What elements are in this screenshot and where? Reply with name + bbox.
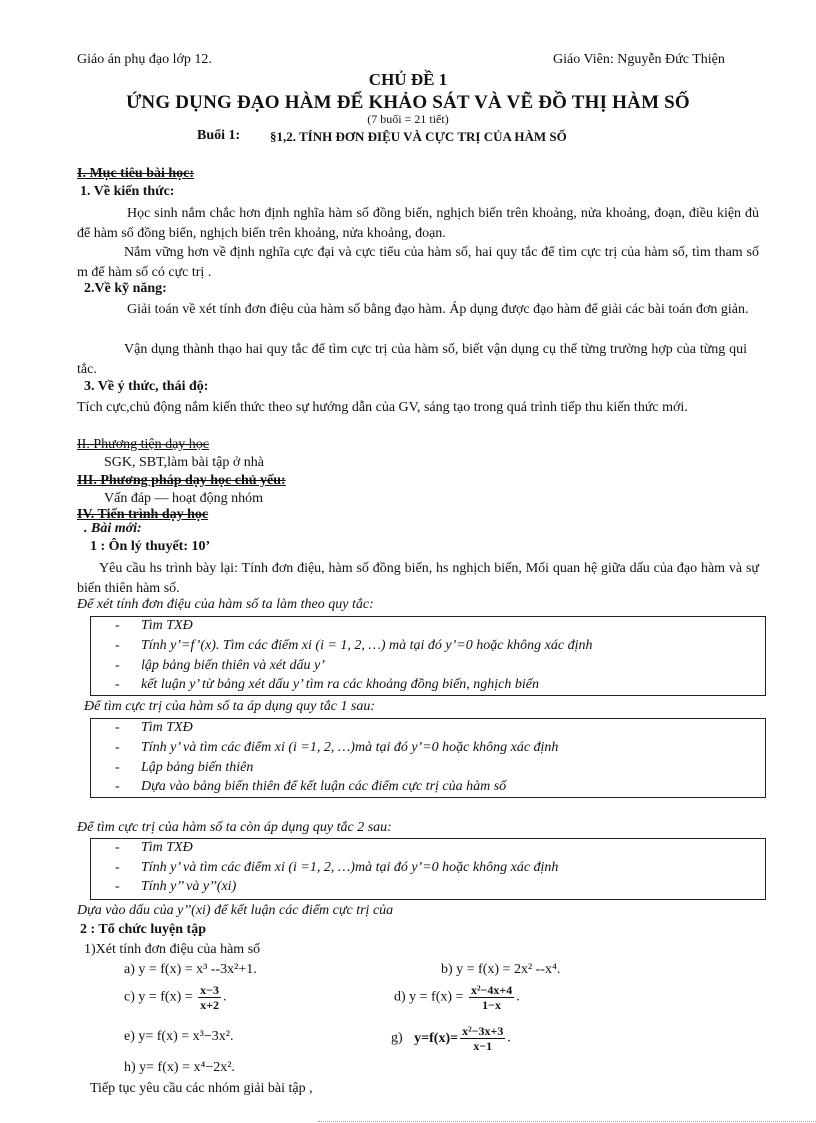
section3-text: Vấn đáp — hoạt động nhóm <box>104 491 264 506</box>
exercise-h: h) y= f(x) = x⁴−2x². <box>124 1060 235 1075</box>
exercise1-heading: 1)Xét tính đơn điệu của hàm số <box>84 942 261 957</box>
header-right: Giáo Viên: Nguyễn Đức Thiện <box>553 52 725 67</box>
knowledge-paragraph-2: Nắm vững hơn về định nghĩa cực đại và cực tiểu của hàm số, hai quy tắc để tìm cực trị của hàm số, tìm tham số m để hàm số có cực trị . <box>77 245 759 280</box>
exercise-a: a) y = f(x) = x³ --3x²+1. <box>124 962 257 977</box>
main-title: ỨNG DỤNG ĐẠO HÀM ĐỂ KHẢO SÁT VÀ VẼ ĐỒ THỊ HÀM SỐ <box>126 92 690 113</box>
knowledge-paragraph-1: Học sinh nắm chắc hơn định nghĩa hàm số đồng biến, nghịch biến trên khoảng, nửa khoảng, đoạn, điều kiện đủ để hàm số đồng biến, nghịch biến trên khoảng, nửa khoảng, đoạn. <box>77 206 759 241</box>
exercise-c: c) y = f(x) = $\frac{x-3}{x+2}$ . <box>124 983 227 1012</box>
sessions-note: (7 buổi = 21 tiết) <box>367 112 449 126</box>
rule2-intro: Để tìm cực trị của hàm số ta còn áp dụng quy tắc 2 sau: <box>77 820 392 835</box>
header-left: Giáo án phụ đạo lớp 12. <box>77 52 212 67</box>
exercise-b: b) y = f(x) = 2x² --x⁴. <box>441 962 561 977</box>
rule-mono-intro: Để xét tính đơn điệu của hàm số ta làm theo quy tắc: <box>77 597 374 612</box>
bottom-divider <box>318 1121 816 1122</box>
closing-text: Tiếp tục yêu cầu các nhóm giải bài tập , <box>90 1081 313 1096</box>
section1-heading: I. Mục tiêu bài học: <box>77 166 195 181</box>
knowledge-heading: 1. Về kiến thức: <box>80 184 175 199</box>
section2-heading: II. Phương tiện dạy học <box>77 437 210 452</box>
lesson-label: Buổi 1: <box>197 128 241 143</box>
exercise-g: g) y=f(x)= $\frac{\text{x²−3x+3}}{x-1}$ . <box>391 1024 511 1053</box>
section4-heading: IV. Tiến trình dạy học <box>77 507 209 522</box>
rule1-box: - Tìm TXĐ - Tính y’ và tìm các điểm xi (i =1, 2, …)mà tại đó y’=0 hoặc không xác định - Lập bảng biến thiên - Dựa vào bảng biến thiên để kết luận các điểm cực trị của hàm số <box>90 718 766 798</box>
section3-heading: III. Phương pháp dạy học chủ yếu: <box>77 473 286 488</box>
part1-paragraph: Yêu cầu hs trình bày lại: Tính đơn điệu, hàm số đồng biến, hs nghịch biến, Mối quan hệ giữa dấu của đạo hàm và sự biến thiên hàm số. <box>77 561 759 596</box>
part1-heading: 1 : Ôn lý thuyết: 10’ <box>90 539 211 554</box>
section2-text: SGK, SBT,làm bài tập ở nhà <box>104 455 264 470</box>
topic-title: CHỦ ĐỀ 1 <box>368 70 448 89</box>
new-lesson-label: . Bài mới: <box>84 521 142 536</box>
skills-paragraph-1: Giải toán về xét tính đơn điệu của hàm số bằng đạo hàm. Áp dụng được đạo hàm để giải các bài toán đơn giản. <box>127 302 749 317</box>
skills-heading: 2.Về kỹ năng: <box>84 281 167 296</box>
attitude-paragraph: Tích cực,chủ động nắm kiến thức theo sự hướng dẫn của GV, sáng tạo trong quá trình tiếp thu kiến thức mới. <box>77 400 688 415</box>
attitude-heading: 3. Về ý thức, thái độ: <box>84 379 209 394</box>
part2-heading: 2 : Tổ chức luyện tập <box>80 922 206 937</box>
exercise-d: d) y = f(x) = $\frac{\text{x²−4x+4}}{1-x}$ . <box>394 983 520 1012</box>
lesson-title: §1,2. TÍNH ĐƠN ĐIỆU VÀ CỰC TRỊ CỦA HÀM SỐ <box>270 129 567 144</box>
rule1-intro: Để tìm cực trị của hàm số ta áp dụng quy tắc 1 sau: <box>84 699 376 714</box>
rule-mono-box: - Tìm TXĐ - Tính y’=f’(x). Tìm các điểm xi (i = 1, 2, …) mà tại đó y’=0 hoặc không xác định - lập bảng biến thiên và xét dấu y’ - kết luận y’ từ bảng xét dấu y’ tìm ra các khoảng đồng biến, nghịch biến <box>90 616 766 696</box>
skills-paragraph-2: Vận dụng thành thạo hai quy tắc để tìm cực trị của hàm số, biết vận dụng cụ thể từng trường hợp của từng qui tắc. <box>77 342 747 377</box>
rule2-box: - Tìm TXĐ - Tính y’ và tìm các điểm xi (i =1, 2, …)mà tại đó y’=0 hoặc không xác định - Tính y’’ và y’’(xi) <box>90 838 766 900</box>
exercise-e: e) y= f(x) = x³−3x². <box>124 1029 234 1044</box>
rule2-tail: Dựa vào dấu của y’’(xi) để kết luận các điểm cực trị của <box>77 903 394 918</box>
